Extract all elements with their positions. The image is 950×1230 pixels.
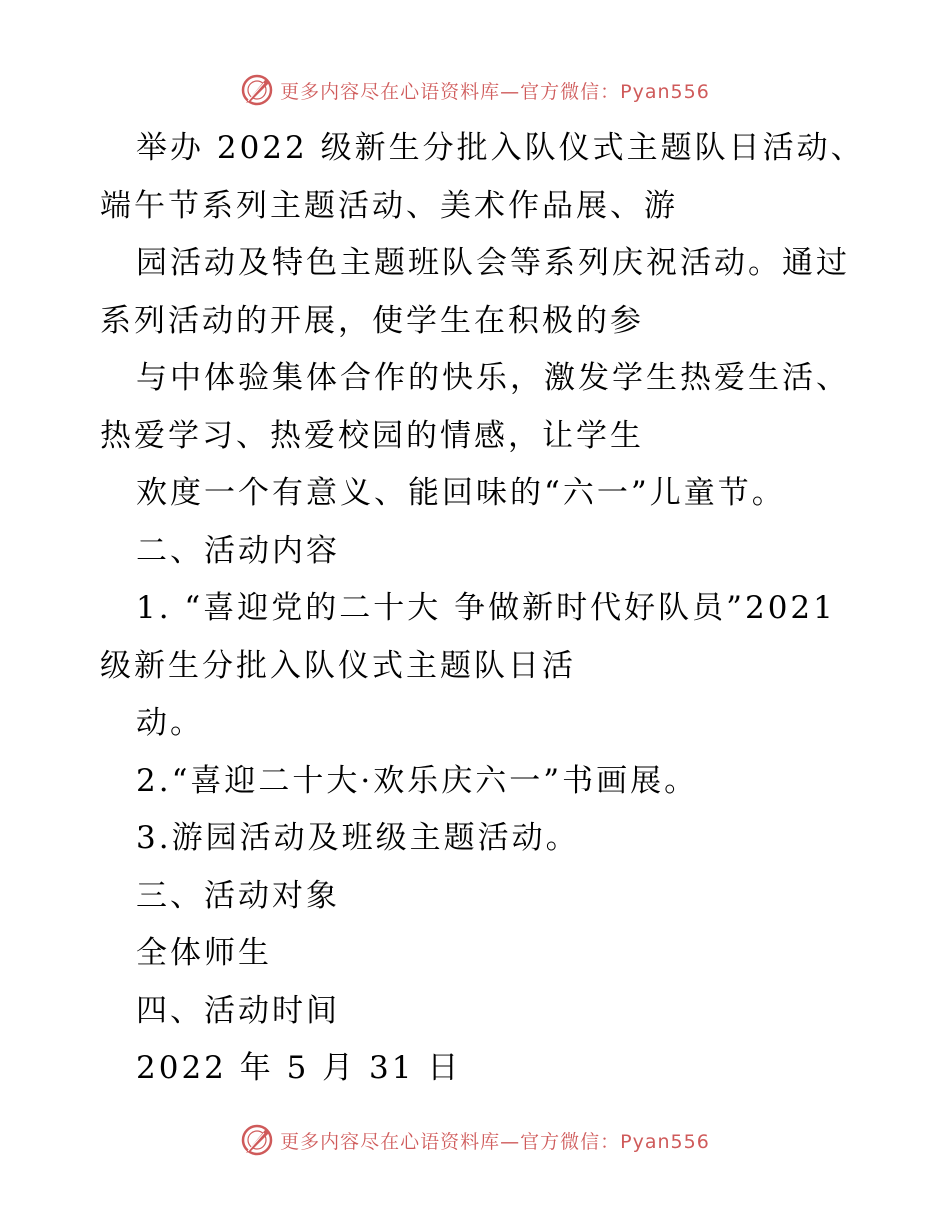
text-line: 2022 年 5 月 31 日	[136, 1050, 462, 1086]
text-line: 二、活动内容	[136, 532, 340, 569]
feather-logo-icon	[240, 1123, 274, 1157]
document-body	[100, 120, 865, 1098]
text-line: 级新生分批入队仪式主题队日活	[100, 647, 576, 684]
text-line: 2.“喜迎二十大·欢乐庆六一”书画展。	[136, 762, 699, 799]
text-line: 3.游园活动及班级主题活动。	[136, 820, 580, 856]
text-line: 系列活动的开展，使学生在积极的参	[100, 302, 644, 339]
text-line: 端午节系列主题活动、美术作品展、游	[100, 187, 678, 224]
text-line: 热爱学习、热爱校园的情感，让学生	[100, 417, 644, 454]
header-watermark	[0, 70, 950, 110]
text-line: 举办 2022 级新生分批入队仪式主题队日活动、	[136, 130, 865, 166]
text-line: 四、活动时间	[136, 992, 340, 1029]
watermark-text: 更多内容尽在心语资料库—官方微信：Pyan556	[280, 1130, 710, 1153]
text-line: 欢度一个有意义、能回味的“六一”儿童节。	[136, 475, 786, 511]
feather-logo-icon	[240, 73, 274, 107]
watermark-text: 更多内容尽在心语资料库—官方微信：Pyan556	[280, 80, 710, 103]
text-line: 动。	[136, 705, 204, 741]
text-line: 三、活动对象	[136, 877, 340, 914]
footer-watermark	[0, 1120, 950, 1160]
text-line: 园活动及特色主题班队会等系列庆祝活动。通过	[136, 245, 850, 281]
text-line: 1. “喜迎党的二十大 争做新时代好队员”2021	[136, 590, 836, 626]
text-line: 与中体验集体合作的快乐，激发学生热爱生活、	[136, 360, 850, 396]
text-line: 全体师生	[136, 935, 272, 971]
